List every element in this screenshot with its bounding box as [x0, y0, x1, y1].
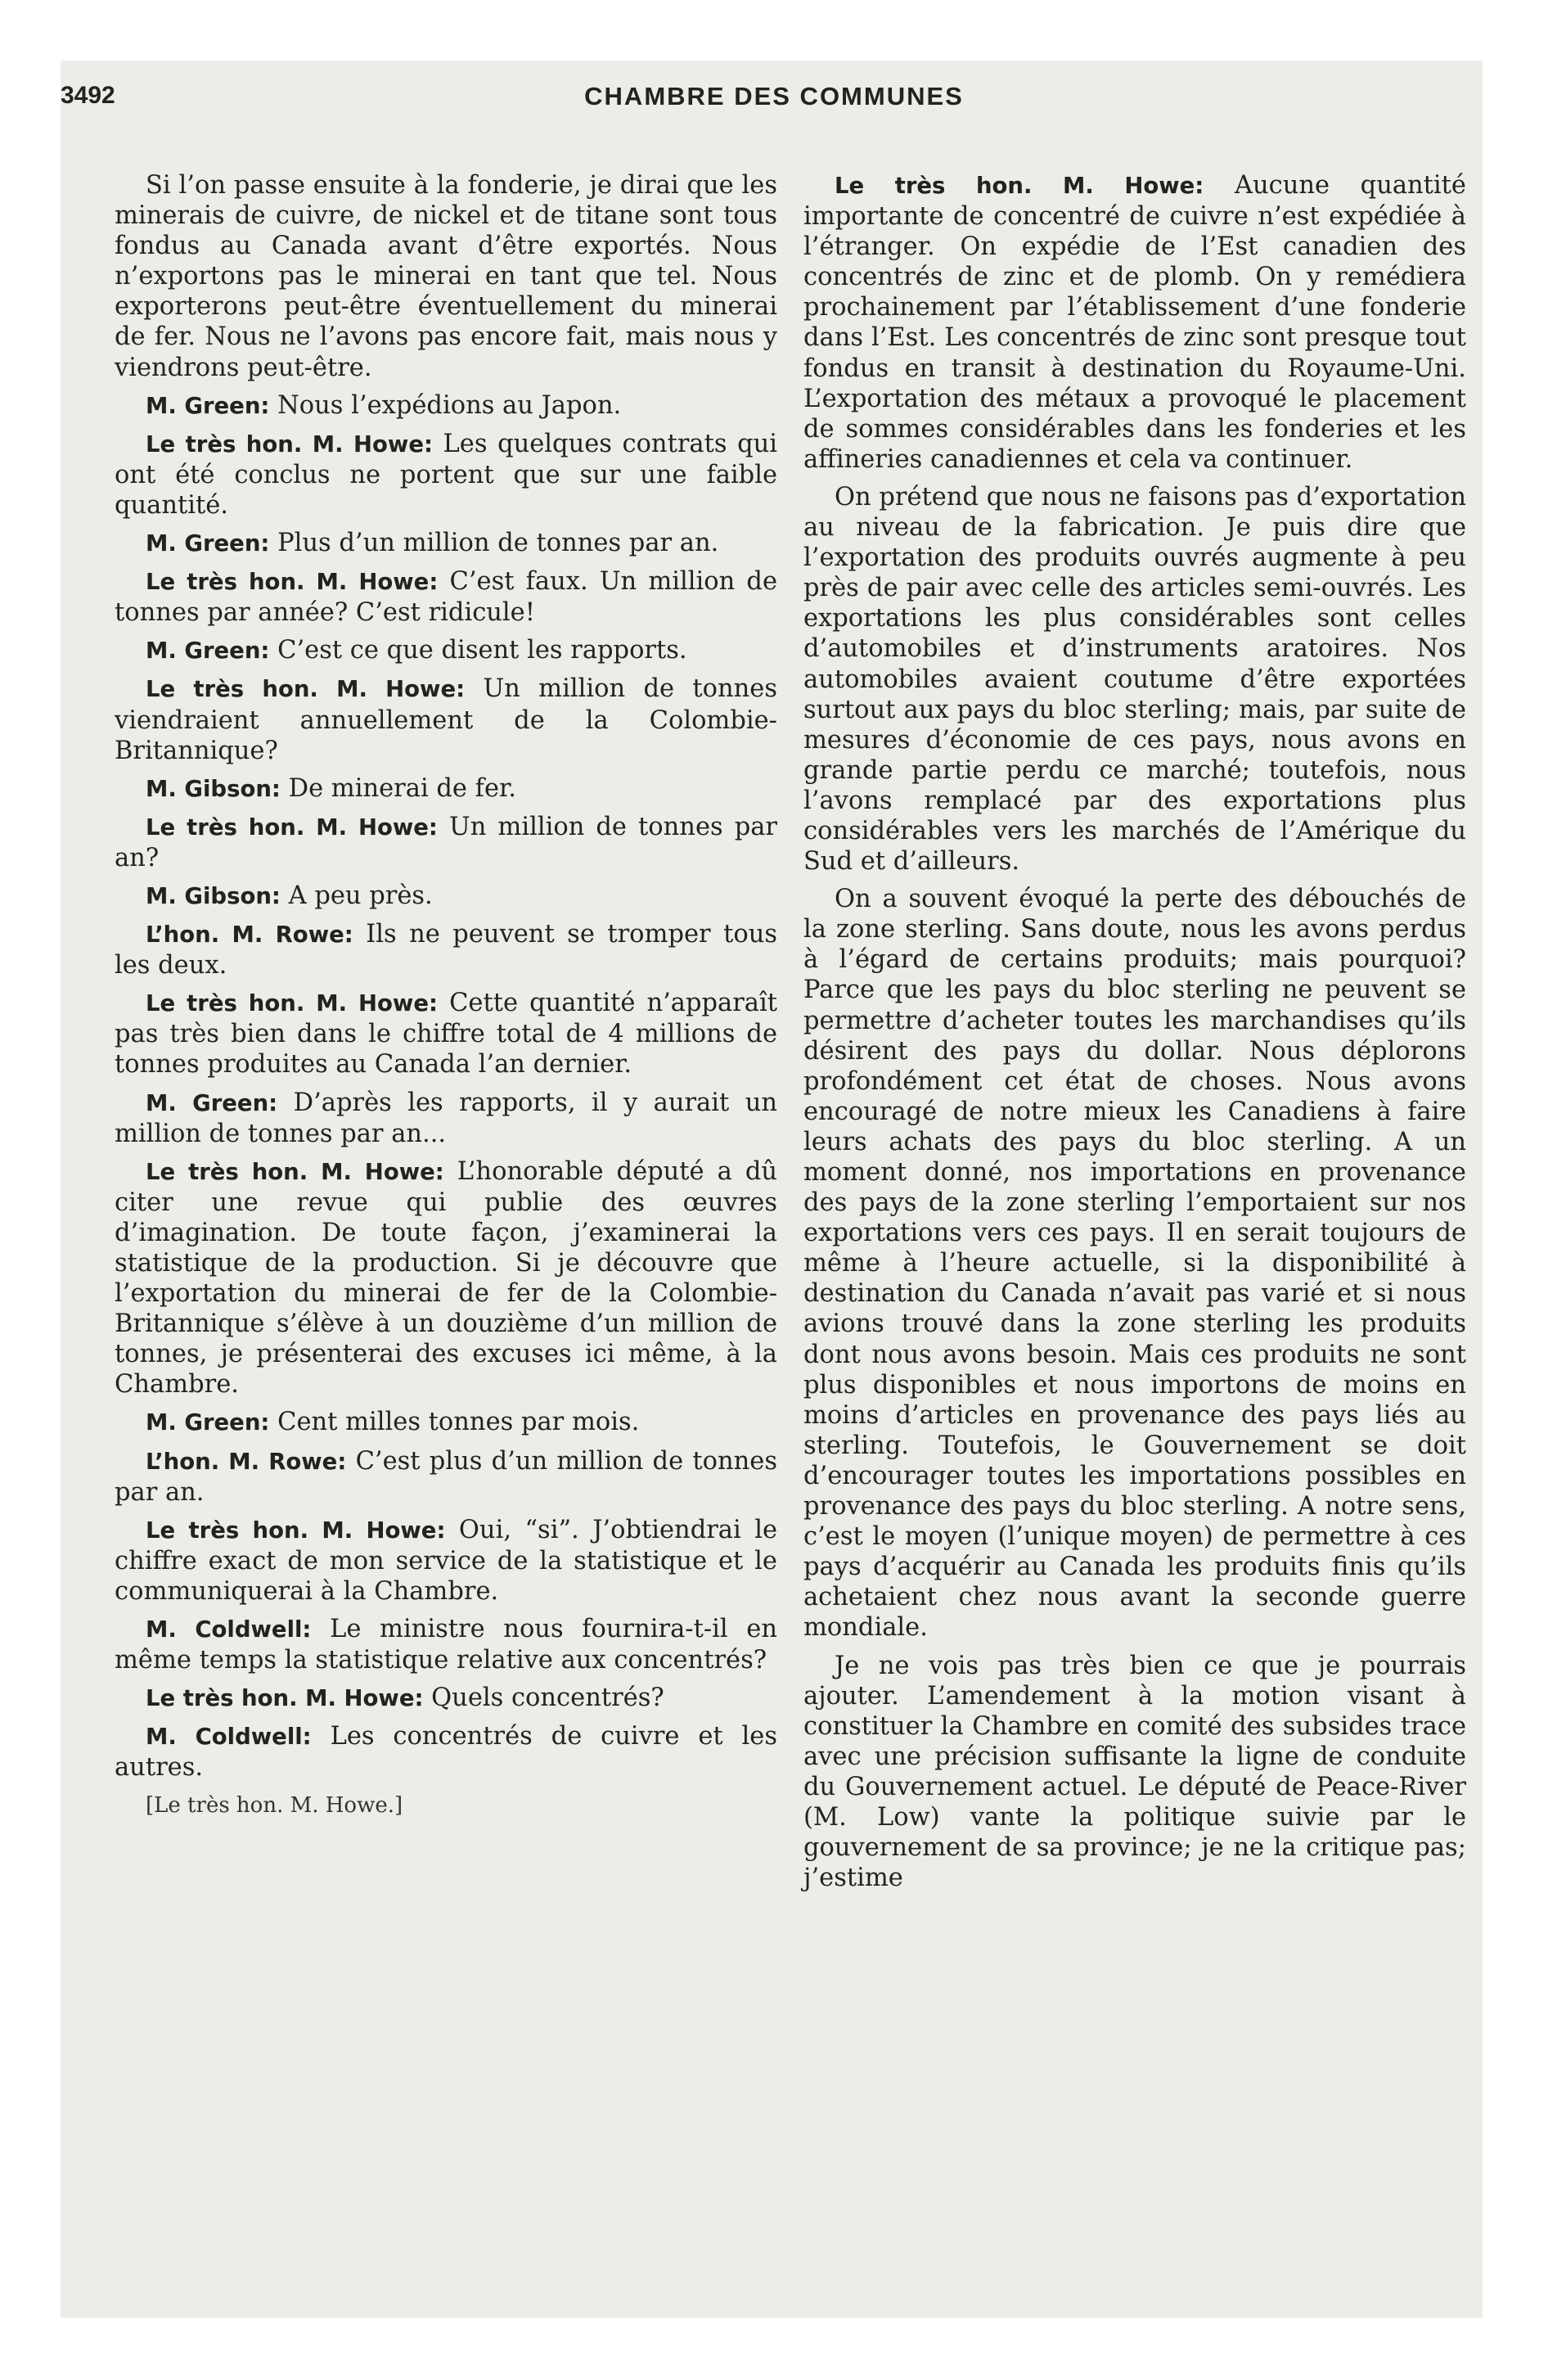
speech — [115, 635, 777, 666]
speaker-attribution-footer: [Le très hon. M. Howe.] — [146, 1792, 403, 1818]
speech — [803, 170, 1466, 475]
speaker-name: Le très hon. M. Howe: — [146, 1685, 424, 1712]
speaker-name: Le très hon. M. Howe: — [146, 990, 438, 1017]
speech-text: Aucune quantité importante de concentré de cuivre n’est expédiée à l’étranger. On expédie de l’Est canadien des concentrés de zinc et de plomb. On y remédiera prochainement par l’établissement d’une fonderie dans l’Est. Les concentrés de zinc sont presque tout fondus en transit à destination du Royaume-Uni. L’exportation des métaux a provoqué le placement de sommes considérables dans les fonderies et les affineries canadiennes et cela va continuer. — [803, 171, 1466, 474]
speech — [115, 1088, 777, 1149]
paragraph — [803, 482, 1466, 877]
speaker-name: M. Coldwell: — [146, 1724, 312, 1751]
speech-text: Quels concentrés? — [431, 1684, 664, 1713]
speech-text: C’est faux. Un million de tonnes par année? C’est ridicule! — [115, 567, 778, 628]
paragraph — [803, 884, 1466, 1643]
speech-text: Les quelques contrats qui ont été conclus ne portent que sur une faible quantité. — [115, 429, 777, 520]
speech-text: Les concentrés de cuivre et les autres. — [115, 1722, 777, 1783]
paragraph-text: Je ne vois pas très bien ce que je pourrais ajouter. L’amendement à la motion visant à constituer la Chambre en comité des subsides trace avec une précision suffisante la ligne de conduite du Gouvernement actuel. Le député de Peace-River (M. Low) vante la politique suivie par le gouvernement de sa province; je ne la critique pas; j’estime — [803, 1651, 1466, 1893]
speech-text: Cent milles tonnes par mois. — [277, 1408, 640, 1437]
speech-text: Un million de tonnes viendraient annuellement de la Colombie-Britannique? — [115, 674, 778, 765]
speech-text: Le ministre nous fournira-t-il en même temps la statistique relative aux concentrés? — [115, 1615, 777, 1675]
speech — [115, 988, 777, 1080]
speech-text: Oui, “si”. J’obtiendrai le chiffre exact de mon service de la statistique et le communiquerai à la Chambre. — [115, 1515, 777, 1606]
paragraph-text: On a souvent évoqué la perte des débouchés de la zone sterling. Sans doute, nous les avons perdus à l’égard de certains produits; mais pourquoi? Parce que les pays du bloc sterling ne peuvent se permettre d’acheter toutes les marchandises qu’ils désirent des pays du dollar. Nous déplorons profondément cet état de choses. Nous avons encouragé de notre mieux les Canadiens à faire leurs achats des pays du bloc sterling. A un moment donné, nos importations en provenance des pays de la zone sterling l’emportaient sur nos exportations vers ces pays. Il en serait toujours de même à l’heure actuelle, si la disponibilité à destination du Canada n’avait pas varié et si nous avions trouvé dans la zone sterling les produits dont nous avons besoin. Mais ces produits ne sont plus disponibles et nous importons de moins en moins d’articles en provenance des pays liés au sterling. Toutefois, le Gouvernement se doit d’encourager toutes les importations possibles en provenance des pays du bloc sterling. A notre sens, c’est le moyen (l’unique moyen) de permettre à ces pays d’acquérir au Canada les produits finis qu’ils achetaient chez nous avant la seconde guerre mondiale. — [803, 885, 1466, 1643]
speech — [115, 1515, 777, 1607]
speech-text: De minerai de fer. — [288, 773, 516, 803]
right-column — [803, 170, 1466, 1900]
speech-text: Un million de tonnes par an? — [115, 812, 778, 872]
speech-text: Nous l’expédions au Japon. — [277, 390, 622, 420]
speech-text: Cette quantité n’apparaît pas très bien dans le chiffre total de 4 millions de tonnes produites au Canada l’an dernier. — [115, 989, 777, 1080]
speech — [115, 528, 777, 559]
speaker-name: L’hon. M. Rowe: — [146, 922, 353, 949]
speaker-name: Le très hon. M. Howe: — [146, 676, 466, 703]
speech — [115, 773, 777, 805]
speech — [115, 1683, 777, 1714]
speech — [115, 390, 777, 421]
page-title: CHAMBRE DES COMMUNES — [584, 82, 964, 110]
speaker-name: Le très hon. M. Howe: — [835, 173, 1204, 199]
left-column — [115, 170, 777, 1828]
speech-text: C’est plus d’un million de tonnes par an. — [115, 1446, 777, 1507]
paragraph — [803, 1651, 1466, 1894]
speaker-name: Le très hon. M. Howe: — [146, 569, 439, 596]
speaker-name: Le très hon. M. Howe: — [146, 814, 438, 841]
page-number: 3492 — [61, 82, 115, 109]
speaker-name: M. Green: — [146, 392, 270, 419]
speaker-name: M. Green: — [146, 530, 270, 557]
speech — [115, 674, 777, 765]
paragraph-text: Si l’on passe ensuite à la fonderie, je dirai que les minerais de cuivre, de nickel et de titane sont tous fondus au Canada avant d’être exportés. Nous n’exportons pas le minerai en tant que tel. Nous exporterons peut-être éventuellement du minerai de fer. Nous ne l’avons pas encore fait, mais nous y viendrons peut-être. — [115, 171, 777, 382]
speech-text: A peu près. — [288, 881, 433, 910]
speech-text: C’est ce que disent les rapports. — [277, 636, 687, 665]
speech-text: L’honorable député a dû citer une revue qui publie des œuvres d’imagination. De toute façon, j’examinerai la statistique de la production. Si je découvre que l’exportation du minerai de fer de la Colombie-Britannique s’élève à un douzième d’un million de tonnes, je présenterai des excuses ici même, à la Chambre. — [115, 1156, 777, 1400]
speech — [115, 881, 777, 912]
speaker-name: Le très hon. M. Howe: — [146, 1158, 444, 1185]
paragraph — [115, 170, 777, 383]
speech-text: Ils ne peuvent se tromper tous les deux. — [115, 920, 777, 980]
speech — [115, 1446, 777, 1508]
speaker-name: Le très hon. M. Howe: — [146, 430, 433, 458]
speaker-name: M. Green: — [146, 1409, 270, 1436]
speech — [115, 566, 777, 628]
speech — [115, 1407, 777, 1438]
speech — [115, 1156, 777, 1400]
speaker-name: M. Gibson: — [146, 882, 281, 909]
speaker-name: L’hon. M. Rowe: — [146, 1448, 347, 1475]
speech-text: Plus d’un million de tonnes par an. — [277, 529, 719, 558]
paragraph-text: On prétend que nous ne faisons pas d’exportation au niveau de la fabrication. Je puis dire que l’exportation des produits ouvrés augmente à peu près de pair avec celle des articles semi-ouvrés. Les exportations les plus considérables sont celles d’automobiles et d’instruments aratoires. Nos automobiles avaient coutume d’être exportées surtout aux pays du bloc sterling; mais, par suite de mesures d’économie de ces pays, nous avons en grande partie perdu ce marché; toutefois, nous l’avons remplacé par des exportations plus considérables vers les marchés de l’Amérique du Sud et d’ailleurs. — [803, 482, 1466, 877]
speaker-name: M. Gibson: — [146, 775, 281, 802]
speaker-name: M. Green: — [146, 1089, 278, 1116]
speech — [115, 812, 777, 873]
speech — [115, 1614, 777, 1675]
speaker-name: Le très hon. M. Howe: — [146, 1517, 446, 1544]
speaker-name: M. Green: — [146, 638, 270, 665]
speech — [115, 919, 777, 980]
speech-text: D’après les rapports, il y aurait un million de tonnes par an... — [115, 1088, 777, 1148]
speech — [115, 429, 777, 521]
speaker-name: M. Coldwell: — [146, 1616, 312, 1643]
speech — [115, 1721, 777, 1783]
